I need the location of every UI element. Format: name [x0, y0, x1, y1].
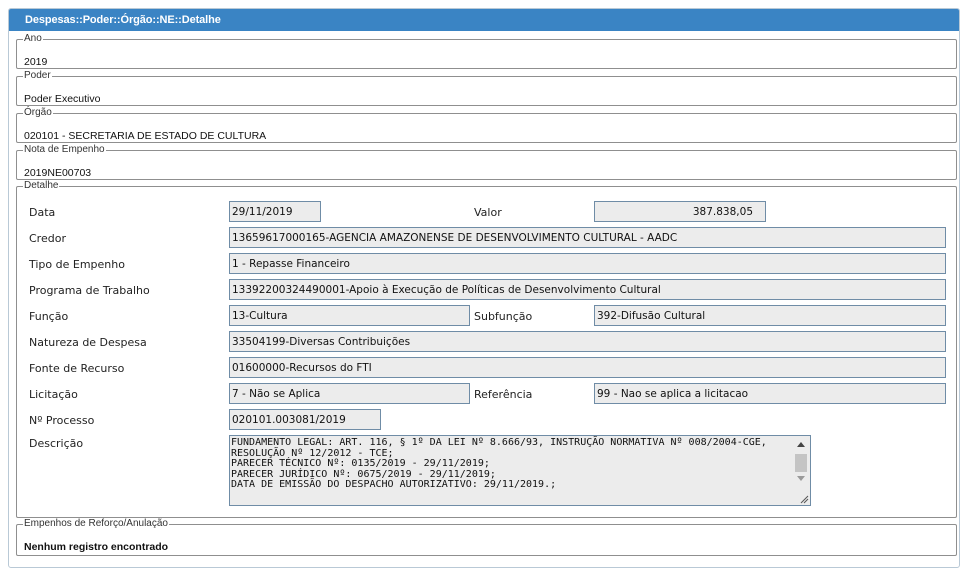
scroll-up-arrow-icon[interactable] — [797, 442, 805, 447]
data-label: Data — [29, 206, 56, 219]
detalhe-legend: Detalhe — [24, 180, 59, 191]
credor-field[interactable]: 13659617000165-AGENCIA AMAZONENSE DE DESENVOLVIMENTO CULTURAL - AADC — [229, 227, 946, 248]
descricao-line: FUNDAMENTO LEGAL: ART. 116, § 1º DA LEI Nº 8.666/93, INSTRUÇÃO NORMATIVA Nº 008/2004-CGE, — [231, 437, 767, 448]
valor-label: Valor — [474, 206, 502, 219]
natureza-despesa-label: Natureza de Despesa — [29, 336, 147, 349]
ano-legend: Ano — [24, 33, 42, 44]
tipo-empenho-field[interactable]: 1 - Repasse Financeiro — [229, 253, 946, 274]
orgao-fieldset — [16, 108, 957, 143]
empenhos-legend: Empenhos de Reforço/Anulação — [24, 518, 168, 529]
scroll-down-arrow-icon[interactable] — [797, 476, 805, 481]
nota-empenho-value: 2019NE00703 — [24, 167, 92, 179]
descricao-textarea[interactable] — [229, 435, 811, 506]
orgao-value: 020101 - SECRETARIA DE ESTADO DE CULTURA — [24, 130, 267, 142]
tipo-empenho-label: Tipo de Empenho — [29, 258, 125, 271]
credor-label: Credor — [29, 232, 66, 245]
data-field[interactable]: 29/11/2019 — [229, 201, 321, 222]
descricao-line: DATA DE EMISSÃO DO DESPACHO AUTORIZATIVO: 29/11/2019.; — [231, 479, 557, 490]
scroll-thumb[interactable] — [795, 454, 807, 472]
subfuncao-field[interactable]: 392-Difusão Cultural — [594, 305, 946, 326]
poder-value: Poder Executivo — [24, 93, 101, 105]
descricao-line: PARECER JURÍDICO Nº: 0675/2019 - 29/11/2019; — [231, 468, 496, 480]
fonte-recurso-label: Fonte de Recurso — [29, 362, 125, 375]
valor-field[interactable]: 387.838,05 — [594, 201, 766, 222]
licitacao-field[interactable]: 7 - Não se Aplica — [229, 383, 470, 404]
ano-value: 2019 — [24, 56, 48, 68]
subfuncao-label: Subfunção — [474, 310, 533, 323]
fonte-recurso-field[interactable]: 01600000-Recursos do FTI — [229, 357, 946, 378]
referencia-label: Referência — [474, 388, 533, 401]
empenhos-fieldset — [16, 519, 957, 556]
programa-trabalho-field[interactable]: 13392200324490001-Apoio à Execução de Políticas de Desenvolvimento Cultural — [229, 279, 946, 300]
descricao-line: RESOLUÇÃO Nº 12/2012 - TCE; — [231, 447, 394, 459]
orgao-legend: Órgão — [24, 107, 52, 118]
processo-label: Nº Processo — [29, 414, 95, 427]
poder-legend: Poder — [24, 70, 51, 81]
processo-field[interactable]: 020101.003081/2019 — [229, 409, 381, 430]
ano-fieldset — [16, 34, 957, 69]
licitacao-label: Licitação — [29, 388, 78, 401]
natureza-despesa-field[interactable]: 33504199-Diversas Contribuições — [229, 331, 946, 352]
empenhos-empty-message: Nenhum registro encontrado — [24, 541, 169, 553]
descricao-label: Descrição — [29, 437, 84, 450]
panel-title: Despesas::Poder::Órgão::NE::Detalhe — [9, 9, 959, 31]
descricao-line: PARECER TÉCNICO Nº: 0135/2019 - 29/11/2019; — [231, 458, 490, 469]
textarea-scrollbar[interactable] — [794, 438, 808, 495]
funcao-label: Função — [29, 310, 69, 323]
nota-empenho-fieldset — [16, 145, 957, 180]
poder-fieldset — [16, 71, 957, 106]
resize-grip-icon[interactable] — [799, 494, 809, 504]
funcao-field[interactable]: 13-Cultura — [229, 305, 470, 326]
programa-trabalho-label: Programa de Trabalho — [29, 284, 150, 297]
referencia-field[interactable]: 99 - Nao se aplica a licitacao — [594, 383, 946, 404]
nota-empenho-legend: Nota de Empenho — [24, 144, 105, 155]
